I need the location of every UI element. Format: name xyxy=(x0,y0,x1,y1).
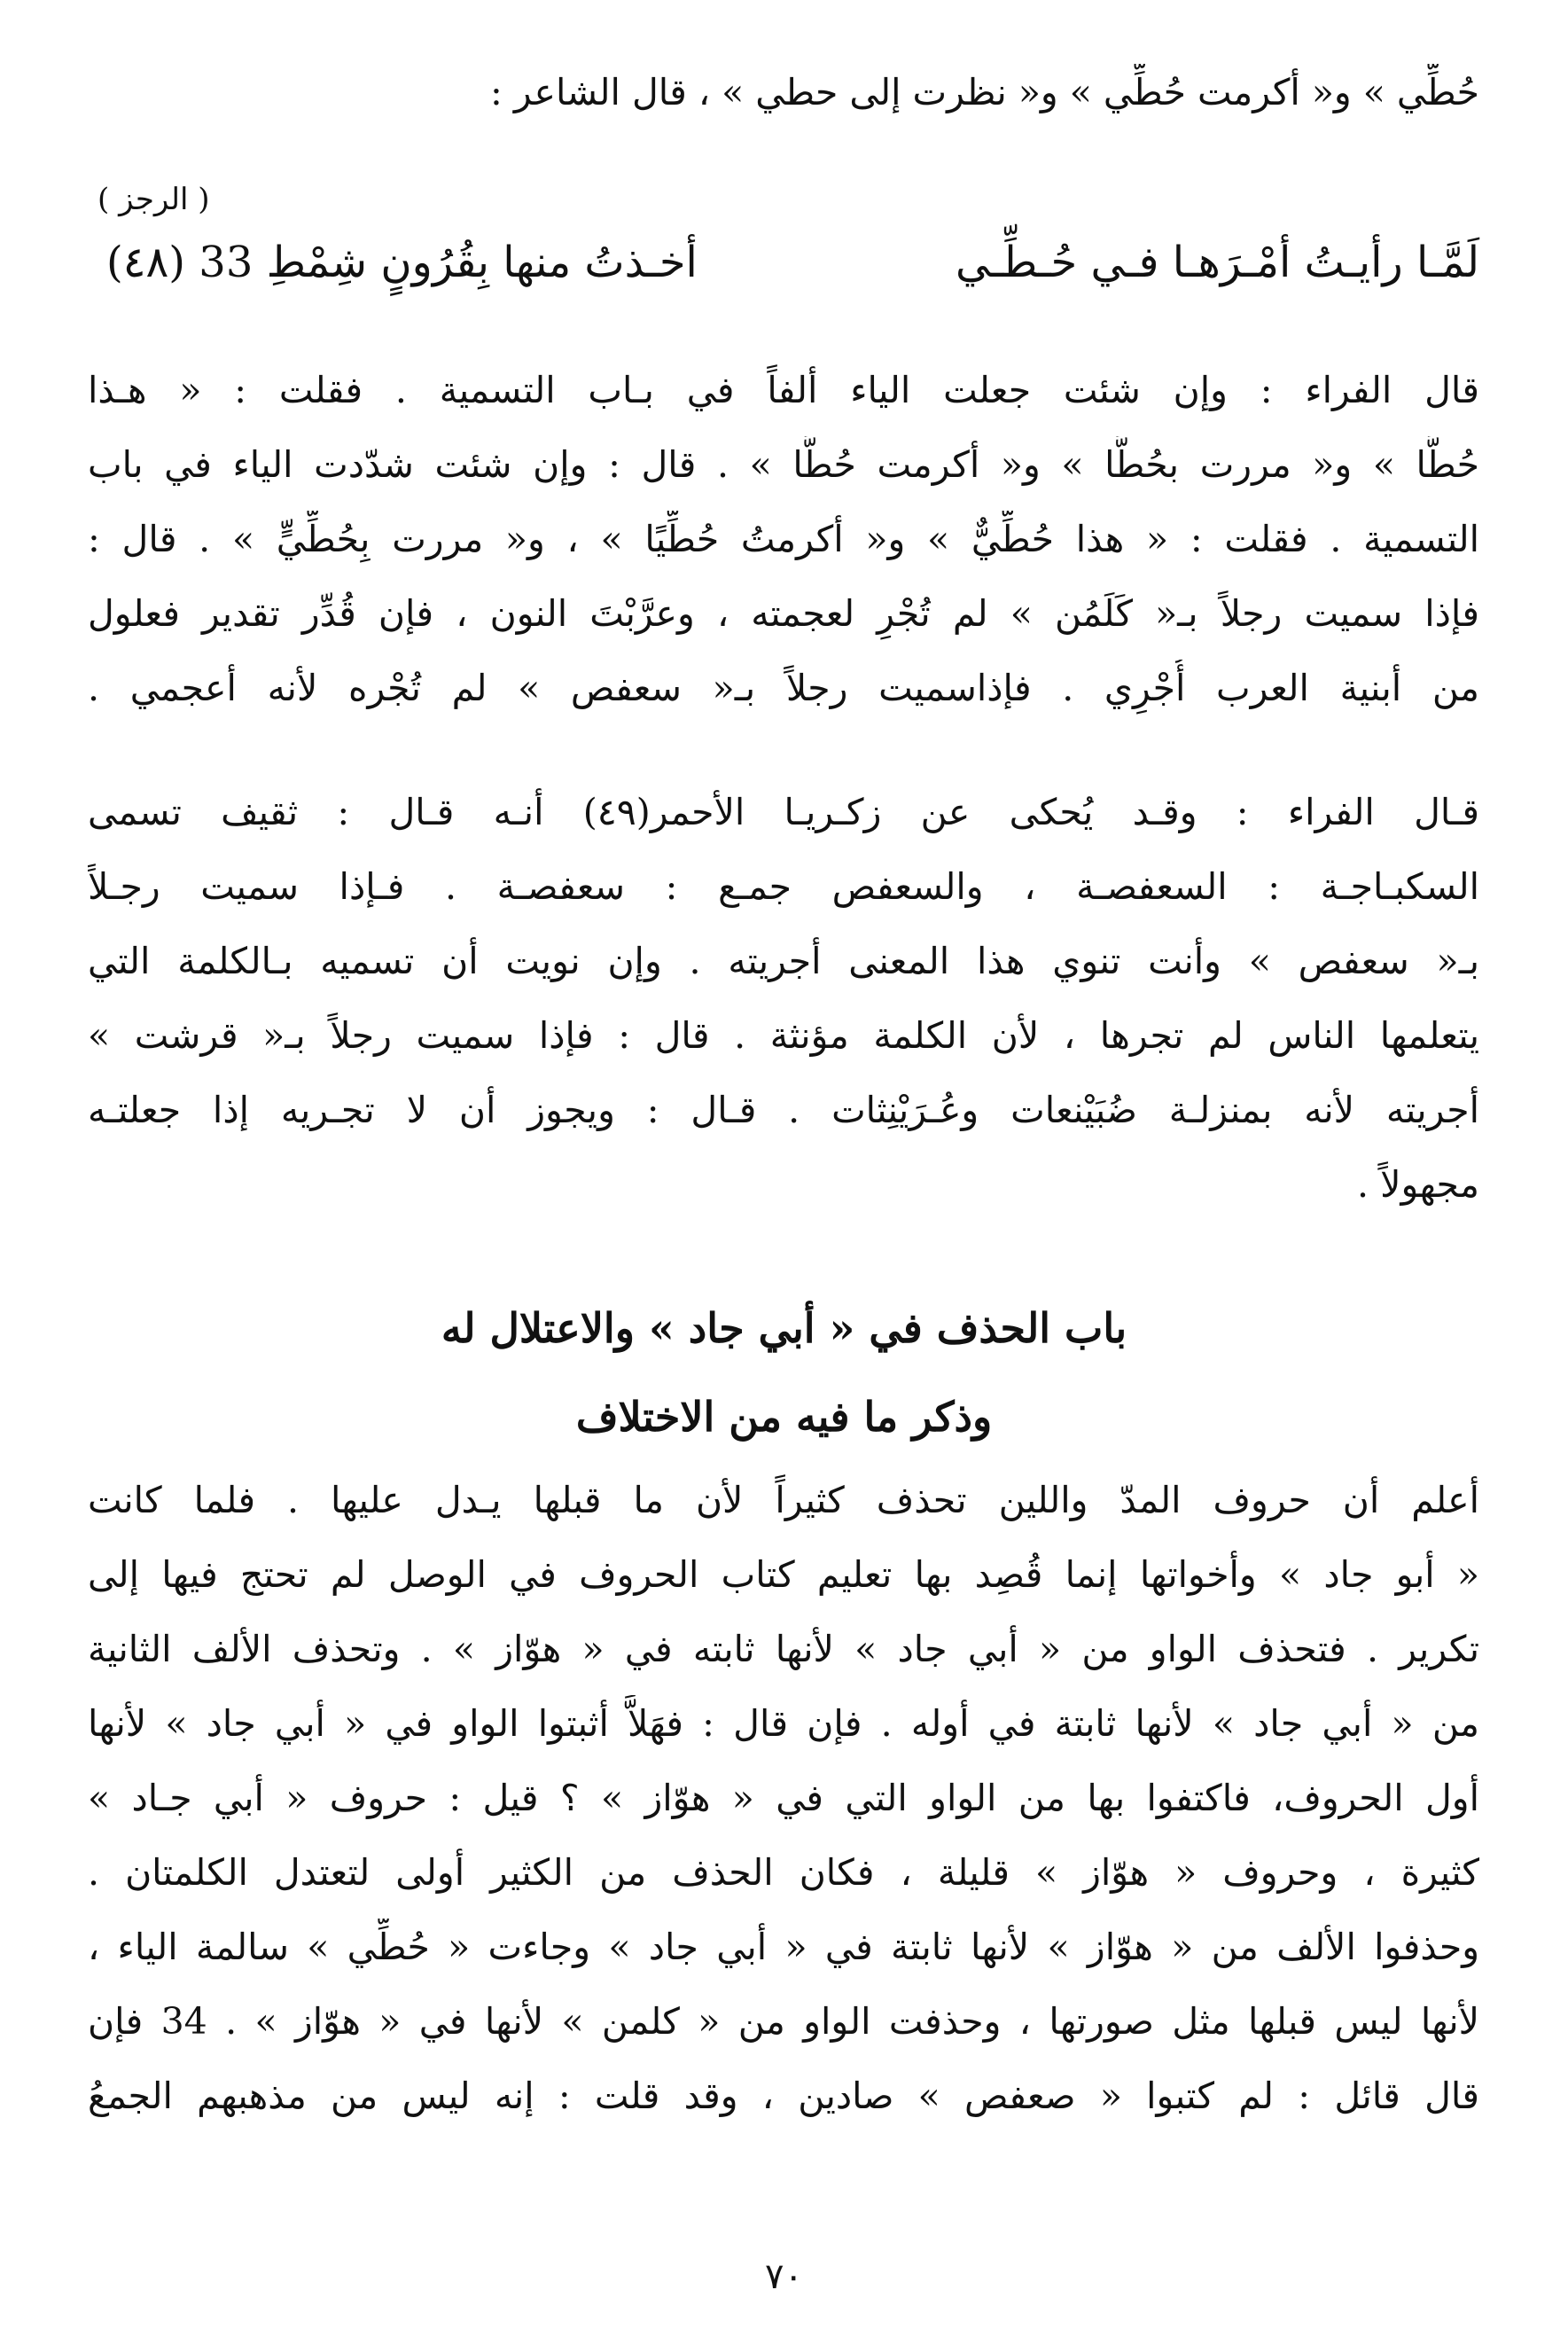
text-line: وحذفوا الألف من « هوّاز » لأنها ثابتة في « أبي جاد » وجاءت « حُطِّي » سالمة الياء ، xyxy=(88,1926,1479,1968)
text-line: أعلم أن حروف المدّ واللين تحذف كثيراً لأن ما قبلها يـدل عليها . فلما كانت xyxy=(88,1479,1479,1521)
text-line: قال قائل : لم كتبوا « صعفص » صادين ، وقد قلت : إنه ليس من مذهبهم الجمعُ xyxy=(88,2075,1479,2117)
verse-first-hemistich: لَمَّـا رأيـتُ أمْـرَهـا فـي حُـطِّـي xyxy=(956,238,1479,287)
text-line: التسمية . فقلت : « هذا حُطِّيٌّ » و« أكرمتُ حُطِّيًا » ، و« مررت بِحُطِّيٍّ » . قال : xyxy=(88,518,1479,560)
text-line: من « أبي جاد » لأنها ثابتة في أوله . فإن قال : فهَلاَّ أثبتوا الواو في « أبي جاد » لأنها xyxy=(88,1702,1479,1745)
text-line: يتعلمها الناس لم تجرها ، لأن الكلمة مؤنثة . قال : فإذا سميت رجلاً بـ« قرشت » xyxy=(88,1014,1479,1057)
text-line: حُطِّي » و« أكرمت حُطِّي » و« نظرت إلى حطي » ، قال الشاعر : xyxy=(490,71,1479,113)
verse-second-hemistich: أخـذتُ منها بِقُرُونٍ شِمْطِ 33 (٤٨) xyxy=(106,238,698,287)
text-line: فإذا سميت رجلاً بـ« كَلَمُن » لم تُجْرِ لعجمته ، وعرَّبْتَ النون ، فإن قُدِّر تقدير فعلول xyxy=(88,592,1479,635)
section-subtitle: وذكر ما فيه من الاختلاف xyxy=(575,1393,993,1441)
text-line: تكرير . فتحذف الواو من « أبي جاد » لأنها ثابته في « هوّاز » . وتحذف الألف الثانية xyxy=(88,1628,1479,1670)
text-line: السكبـاجـة : السعفصـة ، والسعفص جمـع : سعفصـة . فـإذا سميت رجـلاً xyxy=(88,865,1479,908)
text-line: أول الحروف، فاكتفوا بها من الواو التي في « هوّاز » ؟ قيل : حروف « أبي جـاد » xyxy=(88,1777,1479,1819)
text-line: قـال الفراء : وقـد يُحكى عن زكـريـا الأحمر(٤٩) أنـه قـال : ثقيف تسمى xyxy=(88,791,1479,833)
text-line: حُطَّا » و« مررت بحُطَّا » و« أكرمت حُطَّا » . قال : وإن شئت شدّدت الياء في باب xyxy=(88,443,1479,486)
meter-label: ( الرجز ) xyxy=(98,182,210,217)
page-number: ٧٠ xyxy=(765,2256,803,2297)
text-line: بـ« سعفص » وأنت تنوي هذا المعنى أجريته . وإن نويت أن تسميه بـالكلمة التي xyxy=(88,940,1479,982)
text-line: قال الفراء : وإن شئت جعلت الياء ألفاً في بـاب التسمية . فقلت : « هـذا xyxy=(88,369,1479,411)
section-title: باب الحذف في « أبي جاد » والاعتلال له xyxy=(441,1304,1127,1352)
text-line: مجهولاً . xyxy=(1357,1163,1479,1206)
text-line: من أبنية العرب أُجْرِي . فإذاسميت رجلاً بـ« سعفص » لم تُجْره لأنه أعجمي . xyxy=(88,667,1479,709)
text-line: لأنها ليس قبلها مثل صورتها ، وحذفت الواو من « كلمن » لأنها في « هوّاز » . 34 فإن xyxy=(88,2000,1479,2043)
text-line: « أبو جاد » وأخواتها إنما قُصِد بها تعليم كتاب الحروف في الوصل لم تحتج فيها إلى xyxy=(88,1553,1479,1596)
text-line: كثيرة ، وحروف « هوّاز » قليلة ، فكان الحذف من الكثير أولى لتعتدل الكلمتان . xyxy=(88,1851,1479,1894)
text-line: أجريته لأنه بمنزلـة ضُبَيْنعات وعُـرَيْنِثات . قـال : ويجوز أن لا تجـريه إذا جعلتـه xyxy=(88,1089,1479,1131)
